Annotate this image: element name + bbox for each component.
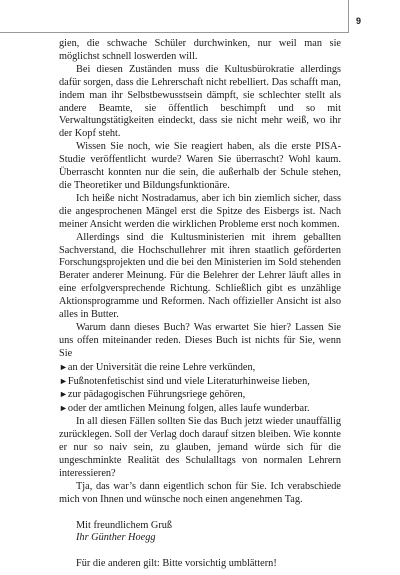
paragraph: Tja, das war’s dann eigentlich schon für Sie. Ich verabschiede mich von Ihnen und wünsche noch einen angenehmen Tag. bbox=[59, 480, 341, 505]
bullet-text: Fußnotenfetischist sind und viele Literaturhinweise lieben, bbox=[67, 375, 310, 387]
arrow-bullet-icon: ► bbox=[59, 361, 68, 372]
header-rule-vertical bbox=[348, 0, 349, 33]
paragraph: Bei diesen Zuständen muss die Kultusbürokratie allerdings dafür sorgen, dass die Lehrerschaft nicht rebelliert. Das schafft man, indem man ihr Selbstbewusstsein dämpft, sie schlechter stellt als andere Beamte, sie öffentlich beschimpft und so mit Verwaltungstätigkeiten eindeckt, dass sie nicht mehr weiß, wo ihr der Kopf steht. bbox=[59, 63, 341, 140]
closing-author: Ihr Günther Hoegg bbox=[76, 532, 156, 544]
arrow-bullet-icon: ► bbox=[59, 403, 68, 414]
closing-greeting: Mit freundlichem Gruß bbox=[76, 519, 173, 531]
bullet-item bbox=[59, 388, 341, 402]
closing-block bbox=[59, 520, 341, 546]
bullet-text: zur pädagogischen Führungsriege gehören, bbox=[67, 389, 246, 401]
bullet-item bbox=[59, 402, 341, 416]
arrow-bullet-icon: ► bbox=[59, 375, 68, 386]
body-text bbox=[59, 38, 341, 571]
header-rule-horizontal bbox=[0, 32, 348, 33]
bullet-text: oder der amtlichen Meinung folgen, alles laufe wunderbar. bbox=[67, 403, 310, 415]
paragraph: gien, die schwache Schüler durchwinken, nur weil man sie möglichst schnell loswerden will. bbox=[59, 38, 341, 62]
paragraph: Ich heiße nicht Nostradamus, aber ich bin ziemlich sicher, dass die angesprochenen Mängel erst die Spitze des Eisbergs ist. Nach meiner Ansicht werden die wirklichen Probleme erst noch kommen. bbox=[59, 192, 341, 230]
arrow-bullet-icon: ► bbox=[59, 389, 68, 400]
paragraph: Warum dann dieses Buch? Was erwartet Sie hier? Lassen Sie uns offen miteinander reden. Dieses Buch ist nichts für Sie, wenn Sie bbox=[59, 321, 341, 359]
paragraph: In all diesen Fällen sollten Sie das Buch jetzt wieder unauffällig zurücklegen. Soll der Verlag doch darauf sitzen bleiben. Wie konnte er nur so naiv sein, zu glauben, jemand würde sich für die ungeschminkte Realität des Schulalltags von normalen Lehrern interessieren? bbox=[59, 416, 341, 479]
bullet-item bbox=[59, 375, 341, 389]
page-number: 9 bbox=[356, 16, 362, 26]
bullet-list bbox=[59, 361, 341, 417]
bullet-item bbox=[59, 361, 341, 375]
paragraph: Wissen Sie noch, wie Sie reagiert haben, als die erste PISA-Studie veröffentlicht wurde? Waren Sie überrascht? Wohl kaum. Überrascht konnten nur die sein, die außerhalb der Schule stehen, die Theoretiker und Bildungsfunktionäre. bbox=[59, 141, 341, 191]
postscript: Für die anderen gilt: Bitte vorsichtig umblättern! bbox=[76, 558, 277, 570]
paragraph: Allerdings sind die Kultusministerien mit ihrem geballten Sachverstand, die Hochschullehrer mit ihren staatlich geförderten Forschungsprojekten und die bei den Ministerien im Sold stehenden Berater anderer Meinung. Für die Belehrer der Lehrer läuft alles in eine erfolgversprechende Richtung. Schließlich gibt es unzählige Aktionsprogramme und Reformen. Nach offizieller Ansicht ist also alles in Butter. bbox=[59, 231, 341, 321]
bullet-text: an der Universität die reine Lehre verkünden, bbox=[67, 361, 256, 373]
